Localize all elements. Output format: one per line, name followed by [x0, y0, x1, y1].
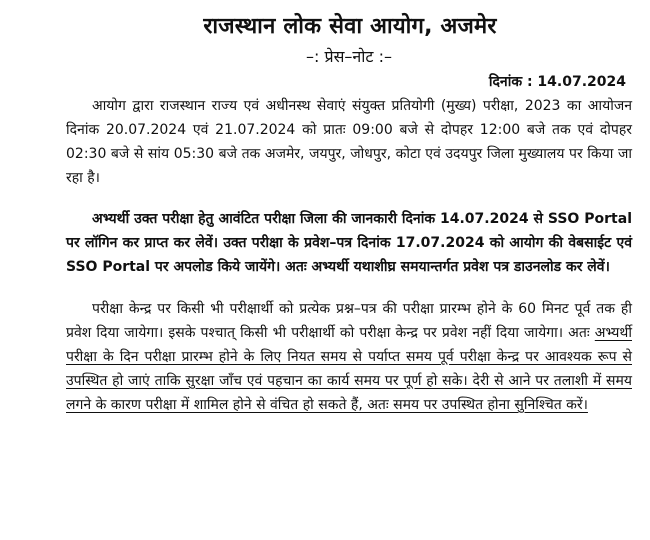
paragraph-admit-card-text: अभ्यर्थी उक्त परीक्षा हेतु आवंटित परीक्षा जिला की जानकारी दिनांक 14.07.2024 से SSO Portal पर लॉगिन कर प्राप्त कर लेवें। उक्त परीक्षा के प्रवेश–पत्र दिनांक 17.07.2024 को आयोग की वेबसाईट एवं SSO Portal पर अपलोड किये जायेंगे। अतः अभ्यर्थी यथाशीघ्र समयान्तर्गत प्रवेश पत्र डाउनलोड कर लेवें। [66, 211, 632, 275]
page-title: राजस्थान लोक सेवा आयोग, अजमेर [203, 14, 497, 39]
date-line [66, 71, 632, 93]
paragraph-exam-schedule [66, 94, 632, 190]
press-note-subtitle: –: प्रेस–नोट :– [306, 47, 392, 66]
paragraph-entry-rules-underlined: अभ्यर्थी परीक्षा के दिन परीक्षा प्रारम्भ होने के लिए नियत समय से पर्याप्त समय पूर्व परीक्षा केन्द्र पर आवश्यक रूप से उपस्थित हो जाएं ताकि सुरक्षा जाँच एवं पहचान का कार्य समय पर पूर्ण हो सके। देरी से आने पर तलाशी में समय लगने के कारण परीक्षा में शामिल होने से वंचित हो सकते हैं, अतः समय पर उपस्थित होना सुनिश्चित करें। [66, 325, 632, 413]
paragraph-admit-card [66, 207, 632, 279]
paragraph-entry-rules [66, 297, 632, 417]
paragraph-entry-rules-text: परीक्षा केन्द्र पर किसी भी परीक्षार्थी को प्रत्येक प्रश्न–पत्र की परीक्षा प्रारम्भ होने के 60 मिनट पूर्व तक ही प्रवेश दिया जायेगा। इसके पश्चात् किसी भी परीक्षार्थी को परीक्षा केन्द्र पर प्रवेश नहीं दिया जायेगा। अतः [66, 301, 632, 341]
date-value: 14.07.2024 [537, 74, 626, 90]
paragraph-exam-schedule-text: आयोग द्वारा राजस्थान राज्य एवं अधीनस्थ सेवाएं संयुक्त प्रतियोगी (मुख्य) परीक्षा, 2023 का आयोजन दिनांक 20.07.2024 एवं 21.07.2024 को प्रातः 09:00 बजे से दोपहर 12:00 बजे तक एवं दोपहर 02:30 बजे से सांय 05:30 बजे तक अजमेर, जयपुर, जोधपुर, कोटा एवं उदयपुर जिला मुख्यालय पर किया जा रहा है। [66, 98, 632, 186]
date-label: दिनांक : [488, 74, 538, 90]
